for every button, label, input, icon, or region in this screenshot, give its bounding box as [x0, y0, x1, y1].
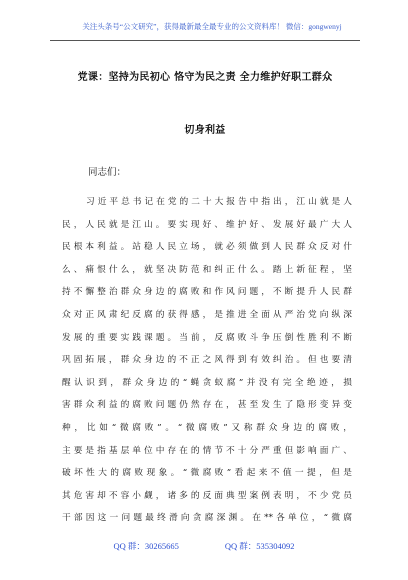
- footer: [0, 540, 408, 552]
- document-title-line-2: 切身利益: [184, 125, 226, 136]
- header-divider: [50, 40, 360, 41]
- body-line: 种，比如“微腐败”。“微腐败”又称群众身边的腐败，: [62, 422, 352, 433]
- body-line: 习近平总书记在党的二十大报告中指出，江山就是人: [86, 197, 352, 207]
- body-line: 破坏性大的腐败现象。“微腐败”看起来不值一提，但是: [62, 468, 352, 479]
- body-line: 民，人民就是江山。要实现好、维护好、发展好最广大人: [62, 219, 352, 230]
- body-line: 主要是指基层单位中存在的情节不十分严重但影响面广、: [62, 445, 352, 456]
- footer-qq-group-2: QQ 群：535304092: [224, 541, 295, 551]
- document-title-line-1: 党课：坚持为民初心 恪守为民之责 全力维护好职工群众: [77, 72, 333, 83]
- body-line: 持不懈整治群众身边的腐败和作风问题，不断提升人民群: [62, 287, 352, 298]
- body-line: 么、痛恨什么，就坚决防范和纠正什么。踏上新征程，坚: [62, 264, 352, 275]
- body-text: [62, 194, 352, 533]
- header-banner: 关注头条号“公文研究”，获得最新最全最专业的公文资料库！ 微信：gongwenyj: [82, 22, 342, 31]
- body-line: 发展的重要实践课题。当前，反腐败斗争压倒性胜利不断: [62, 332, 352, 343]
- body-line: 害群众利益的腐败问题仍然存在，甚至发生了隐形变异变: [62, 400, 352, 411]
- body-line: 醒认识到，群众身边的“蝇贪蚁腐”并没有完全绝迹，损: [62, 377, 352, 388]
- salutation: 同志们：: [88, 167, 127, 178]
- body-line: 民根本利益。站稳人民立场，就必须做到人民群众反对什: [62, 242, 352, 253]
- body-line: 干部因这一问题最终滑向贪腐深渊。在**各单位，“微腐: [62, 513, 352, 524]
- body-line: 众对正风肃纪反腐的获得感，是推进全面从严治党向纵深: [62, 309, 352, 320]
- body-line: 巩固拓展，群众身边的不正之风得到有效纠治。但也要清: [62, 355, 352, 366]
- body-line: 其危害却不容小觑，诸多的反面典型案例表明，不少党员: [62, 490, 352, 501]
- footer-qq-group-1: QQ 群：30265665: [113, 541, 179, 551]
